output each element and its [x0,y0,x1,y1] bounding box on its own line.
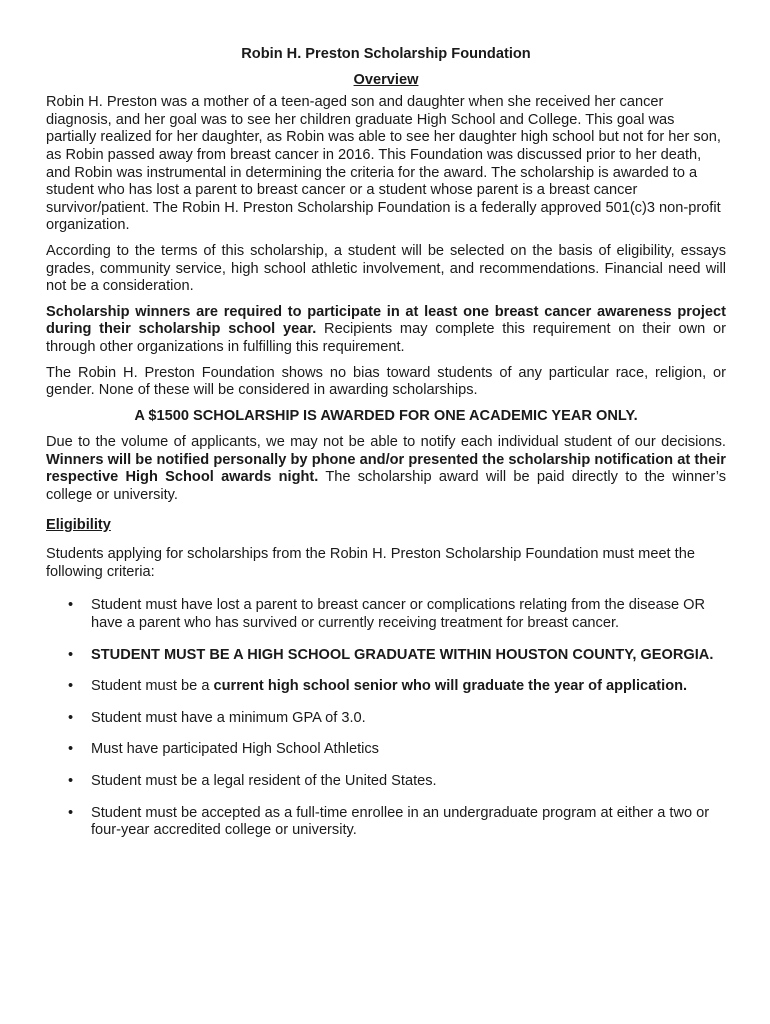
bullet-icon: • [68,678,74,695]
notification-bold: Winners will be notified personally by phone and/or presented the scholarship notification at their respective High School awards night. [46,451,726,486]
awareness-requirement-rest: Recipients may complete this requirement on their own or through other organizations in fulfilling this requirement. [46,321,726,355]
bullet-icon: • [68,646,74,663]
notification-paragraph [46,434,726,504]
criterion-text: Student must have lost a parent to breast cancer or complications relating from the disease OR have a parent who has survived or currently receiving treatment for breast cancer. [91,597,706,632]
award-notice: A $1500 SCHOLARSHIP IS AWARDED FOR ONE ACADEMIC YEAR ONLY. [134,407,638,424]
awareness-requirement-bold: Scholarship winners are required to participate in at least one breast cancer awareness project during their scholarship school year. [46,303,726,338]
selection-criteria-paragraph: According to the terms of this scholarship, a student will be selected on the basis of eligibility, essays grades, community service, high school athletic involvement, and recommendations. Financial need will not be a consideration. [46,242,726,295]
criterion-text: Student must be accepted as a full-time enrollee in an undergraduate program at either a two or four-year accredited college or university. [91,804,710,839]
list-item [46,678,726,696]
criterion-text: STUDENT MUST BE A HIGH SCHOOL GRADUATE WITHIN HOUSTON COUNTY, GEORGIA. [91,646,714,663]
document-title: Robin H. Preston Scholarship Foundation [241,46,531,62]
overview-heading: Overview [353,71,419,88]
bullet-icon: • [68,597,74,614]
criterion-text: Student must have a minimum GPA of 3.0. [91,709,366,726]
list-item [46,805,726,840]
bullet-icon: • [68,804,74,821]
criterion-text-bold: current high school senior who will graduate the year of application. [213,678,688,695]
list-item [46,647,726,665]
eligibility-intro: Students applying for scholarships from the Robin H. Preston Scholarship Foundation must meet the following criteria: [46,546,695,580]
list-item [46,597,726,632]
criterion-text: Student must be a legal resident of the United States. [91,773,437,789]
eligibility-criteria-list [46,597,726,839]
overview-paragraph: Robin H. Preston was a mother of a teen-aged son and daughter when she received her cancer diagnosis, and her goal was to see her children graduate High School and College. This goal was partially realized for her daughter, as Robin was able to see her daughter high school but not for her son, as Robin passed away from breast cancer in 2016. This Foundation was discussed prior to her death, and Robin was instrumental in determining the criteria for the award. The scholarship is awarded to a student who has lost a parent to breast cancer or a student whose parent is a breast cancer survivor/patient. The Robin H. Preston Scholarship Foundation is a federally approved 501(c)3 non-profit organization. [46,94,721,234]
bullet-icon: • [68,773,74,789]
notification-start: Due to the volume of applicants, we may not be able to notify each individual student of our decisions. [46,434,726,451]
list-item [46,773,726,791]
eligibility-heading: Eligibility [46,516,111,533]
list-item [46,741,726,759]
list-item [46,710,726,728]
awareness-requirement-paragraph [46,304,726,357]
bullet-icon: • [68,709,74,726]
notification-end: The scholarship award will be paid directly to the winner’s college or university. [46,469,726,504]
bullet-icon: • [68,741,74,758]
non-bias-paragraph: The Robin H. Preston Foundation shows no bias toward students of any particular race, religion, or gender. None of these will be considered in awarding scholarships. [46,364,726,399]
criterion-text: Must have participated High School Athletics [91,741,379,758]
criterion-text: Student must be a [91,678,214,695]
